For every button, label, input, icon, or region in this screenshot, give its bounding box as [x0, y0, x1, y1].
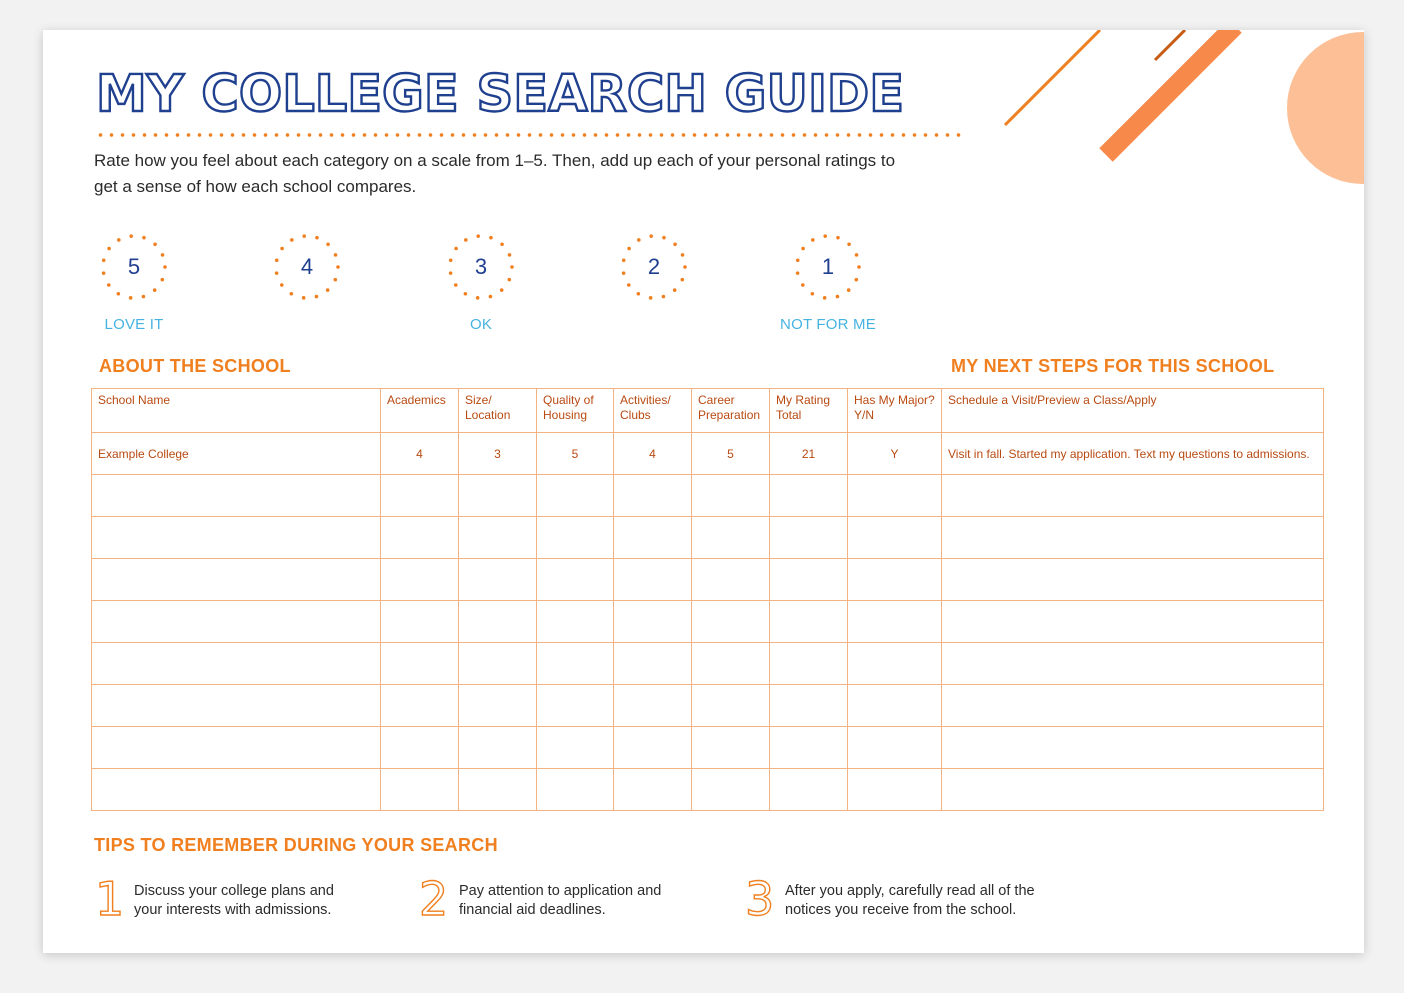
header-schedule: Schedule a Visit/Preview a Class/Apply [942, 389, 1324, 433]
scale-number: 1 [821, 254, 835, 279]
cell-empty[interactable] [459, 685, 537, 727]
cell-empty[interactable] [614, 601, 692, 643]
cell-empty[interactable] [614, 643, 692, 685]
header-has-major: Has My Major? Y/N [848, 389, 942, 433]
cell-empty[interactable] [942, 475, 1324, 517]
cell-empty[interactable] [459, 601, 537, 643]
cell-empty[interactable] [848, 517, 942, 559]
tip-text-3: After you apply, carefully read all of the notices you receive from the school. [785, 883, 1035, 918]
cell-empty[interactable] [381, 517, 459, 559]
page-title: MY COLLEGE SEARCH GUIDE [96, 65, 905, 124]
cell-empty[interactable] [614, 475, 692, 517]
cell-empty[interactable] [942, 559, 1324, 601]
cell-empty[interactable] [537, 769, 614, 811]
cell-empty[interactable] [770, 601, 848, 643]
scale-number: 5 [127, 254, 141, 279]
cell-empty[interactable] [92, 517, 381, 559]
cell-empty[interactable] [770, 517, 848, 559]
table-row [92, 559, 1324, 601]
table-row-example [92, 433, 1324, 475]
cell-empty[interactable] [614, 727, 692, 769]
scale-label-love-it: LOVE IT [104, 316, 164, 333]
cell-empty[interactable] [942, 727, 1324, 769]
tips-heading: TIPS TO REMEMBER DURING YOUR SEARCH [94, 835, 498, 855]
scale-number: 2 [647, 254, 661, 279]
cell-empty[interactable] [692, 517, 770, 559]
header-housing: Quality of Housing [537, 389, 614, 433]
table-row [92, 601, 1324, 643]
cell-empty[interactable] [614, 769, 692, 811]
header-size-location: Size/ Location [459, 389, 537, 433]
cell-empty[interactable] [770, 727, 848, 769]
cell-empty[interactable] [537, 517, 614, 559]
cell-empty[interactable] [942, 769, 1324, 811]
scale-label-ok: OK [469, 316, 493, 333]
decor-dark-stripe [1155, 30, 1185, 60]
decor-thin-stripe [1005, 30, 1100, 125]
cell-empty[interactable] [692, 475, 770, 517]
cell-empty[interactable] [459, 643, 537, 685]
cell-empty[interactable] [459, 769, 537, 811]
cell-empty[interactable] [381, 685, 459, 727]
cell-empty[interactable] [92, 769, 381, 811]
cell-housing[interactable]: 5 [537, 433, 614, 475]
cell-empty[interactable] [692, 643, 770, 685]
decor-peach-circle [1287, 32, 1364, 184]
dotted-divider [95, 132, 967, 138]
school-comparison-table [91, 388, 1324, 811]
cell-empty[interactable] [537, 601, 614, 643]
cell-empty[interactable] [92, 601, 381, 643]
table-row [92, 475, 1324, 517]
next-steps-heading: MY NEXT STEPS FOR THIS SCHOOL [951, 356, 1275, 376]
cell-empty[interactable] [537, 727, 614, 769]
tip-number-1: 1 [95, 872, 125, 926]
cell-empty[interactable] [692, 727, 770, 769]
cell-empty[interactable] [942, 685, 1324, 727]
cell-empty[interactable] [692, 559, 770, 601]
cell-empty[interactable] [92, 559, 381, 601]
scale-label-not-for-me: NOT FOR ME [780, 316, 876, 333]
cell-empty[interactable] [381, 769, 459, 811]
table-row [92, 727, 1324, 769]
cell-empty[interactable] [692, 601, 770, 643]
decorative-shapes [43, 30, 1364, 230]
cell-school-name[interactable]: Example College [92, 433, 381, 475]
cell-empty[interactable] [92, 643, 381, 685]
cell-empty[interactable] [692, 685, 770, 727]
cell-empty[interactable] [459, 727, 537, 769]
cell-empty[interactable] [848, 559, 942, 601]
scale-number: 3 [474, 254, 488, 279]
guide-page [43, 30, 1364, 953]
cell-empty[interactable] [614, 517, 692, 559]
about-school-heading: ABOUT THE SCHOOL [99, 356, 291, 376]
cell-empty[interactable] [942, 517, 1324, 559]
cell-empty[interactable] [381, 559, 459, 601]
cell-empty[interactable] [614, 559, 692, 601]
header-career: Career Preparation [692, 389, 770, 433]
cell-empty[interactable] [770, 685, 848, 727]
cell-empty[interactable] [537, 475, 614, 517]
cell-empty[interactable] [92, 685, 381, 727]
decor-thick-stripe [1106, 30, 1235, 155]
header-activities: Activities/ Clubs [614, 389, 692, 433]
header-academics: Academics [381, 389, 459, 433]
cell-empty[interactable] [942, 643, 1324, 685]
cell-empty[interactable] [692, 769, 770, 811]
cell-empty[interactable] [848, 769, 942, 811]
scale-number: 4 [300, 254, 314, 279]
cell-empty[interactable] [848, 685, 942, 727]
cell-empty[interactable] [537, 685, 614, 727]
cell-empty[interactable] [770, 475, 848, 517]
cell-empty[interactable] [770, 559, 848, 601]
cell-empty[interactable] [848, 727, 942, 769]
table-row [92, 643, 1324, 685]
cell-empty[interactable] [459, 559, 537, 601]
tip-number-3: 3 [745, 872, 775, 926]
cell-has-major[interactable]: Y [848, 433, 942, 475]
cell-empty[interactable] [459, 475, 537, 517]
tip-text-2: Pay attention to application and financial aid deadlines. [459, 883, 662, 918]
cell-empty[interactable] [92, 727, 381, 769]
intro-text: Rate how you feel about each category on a scale from 1–5. Then, add up each of your personal ratings to get a sense of how each school compares. [94, 151, 896, 196]
header-school-name: School Name [92, 389, 381, 433]
cell-empty[interactable] [848, 601, 942, 643]
cell-empty[interactable] [459, 517, 537, 559]
cell-empty[interactable] [381, 643, 459, 685]
cell-career[interactable]: 5 [692, 433, 770, 475]
cell-empty[interactable] [381, 601, 459, 643]
tip-text-1: Discuss your college plans and your interests with admissions. [134, 883, 334, 918]
table-row [92, 517, 1324, 559]
cell-empty[interactable] [537, 559, 614, 601]
cell-empty[interactable] [614, 685, 692, 727]
cell-empty[interactable] [770, 769, 848, 811]
cell-empty[interactable] [92, 475, 381, 517]
cell-empty[interactable] [381, 727, 459, 769]
cell-empty[interactable] [381, 475, 459, 517]
table-header-row [92, 389, 1324, 433]
cell-next-steps[interactable]: Visit in fall. Started my application. Text my questions to admissions. [942, 433, 1324, 475]
cell-size[interactable]: 3 [459, 433, 537, 475]
tip-number-2: 2 [419, 872, 449, 926]
cell-empty[interactable] [942, 601, 1324, 643]
table-row [92, 685, 1324, 727]
header-rating-total: My Rating Total [770, 389, 848, 433]
table-row [92, 769, 1324, 811]
cell-academics[interactable]: 4 [381, 433, 459, 475]
cell-rating-total[interactable]: 21 [770, 433, 848, 475]
cell-activities[interactable]: 4 [614, 433, 692, 475]
cell-empty[interactable] [848, 475, 942, 517]
cell-empty[interactable] [537, 643, 614, 685]
cell-empty[interactable] [848, 643, 942, 685]
cell-empty[interactable] [770, 643, 848, 685]
